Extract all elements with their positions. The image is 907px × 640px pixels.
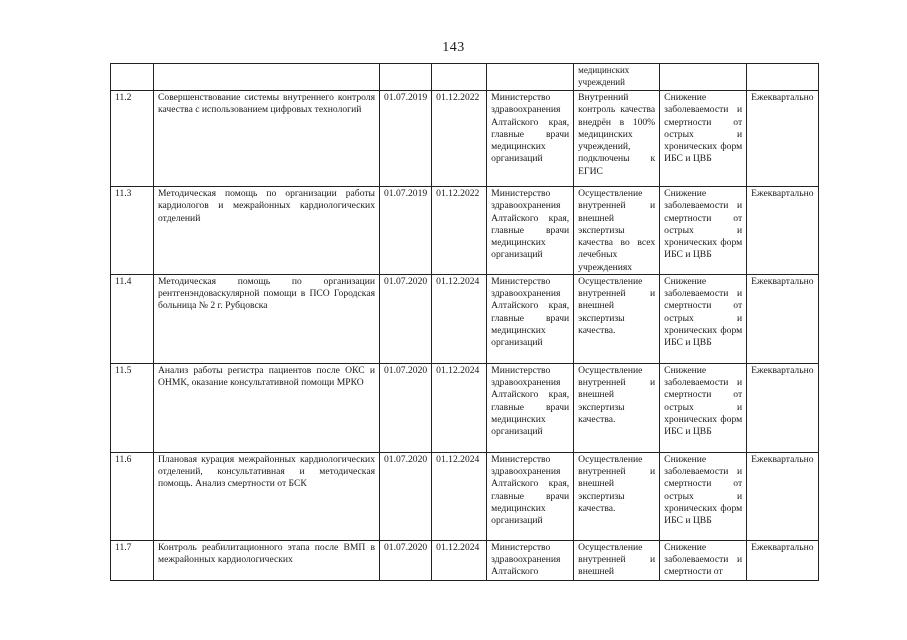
cell-name: Контроль реабилитационного этапа после ВМП в межрайонных кардиологических [154,540,380,580]
cell-result: Снижение заболеваемости и смертности от острых и хронических форм ИБС и ЦВБ [660,452,747,540]
measures-table [110,63,819,581]
cell-end-date: 01.12.2022 [432,187,487,275]
cell-indicator: Осуществление внутренней и внешней [574,540,660,580]
cell-name: Методическая помощь по организации рентгенэндоваскулярной помощи в ПСО Городская больница № 2 г. Рубцовска [154,274,380,363]
cell-num [111,64,154,91]
cell-responsible: Министерство здравоохранения Алтайского края, главные врачи медицинских организаций [487,452,574,540]
table-row-continued [111,64,819,91]
cell-start-date: 01.07.2019 [380,91,432,187]
cell-num: 11.7 [111,540,154,580]
cell-end-date: 01.12.2024 [432,540,487,580]
table-row [111,91,819,187]
cell-start [380,64,432,91]
cell-num: 11.6 [111,452,154,540]
table-row [111,187,819,275]
table-row [111,540,819,580]
cell-frequency: Ежеквартально [747,540,818,580]
cell-responsible: Министерство здравоохранения Алтайского края, главные врачи медицинских организаций [487,274,574,363]
cell-num: 11.2 [111,91,154,187]
table-body [111,64,819,581]
cell-result [660,64,747,91]
cell-responsible: Министерство здравоохранения Алтайского края, главные врачи медицинских организаций [487,91,574,187]
table-row [111,274,819,363]
cell-end-date: 01.12.2024 [432,274,487,363]
cell-num: 11.5 [111,363,154,452]
cell-frequency: Ежеквартально [747,363,818,452]
cell-result: Снижение заболеваемости и смертности от [660,540,747,580]
cell-end-date: 01.12.2024 [432,363,487,452]
cell-name [154,64,380,91]
cell-num: 11.4 [111,274,154,363]
cell-indicator: Осуществление внутренней и внешней экспертизы качества. [574,274,660,363]
table-row [111,452,819,540]
cell-frequency: Ежеквартально [747,452,818,540]
cell-num: 11.3 [111,187,154,275]
cell-result: Снижение заболеваемости и смертности от острых и хронических форм ИБС и ЦВБ [660,91,747,187]
cell-frequency: Ежеквартально [747,91,818,187]
cell-indicator: медицинских учреждений [574,64,660,91]
cell-start-date: 01.07.2020 [380,540,432,580]
cell-frequency: Ежеквартально [747,187,818,275]
cell-start-date: 01.07.2020 [380,363,432,452]
cell-start-date: 01.07.2020 [380,274,432,363]
cell-end [432,64,487,91]
table-row [111,363,819,452]
cell-responsible: Министерство здравоохранения Алтайского [487,540,574,580]
cell-indicator: Осуществление внутренней и внешней экспертизы качества во всех лечебных учреждениях [574,187,660,275]
cell-start-date: 01.07.2019 [380,187,432,275]
cell-responsible: Министерство здравоохранения Алтайского края, главные врачи медицинских организаций [487,187,574,275]
cell-indicator: Внутренний контроль качества внедрён в 100% медицинских учреждений, подключены к ЕГИС [574,91,660,187]
cell-result: Снижение заболеваемости и смертности от острых и хронических форм ИБС и ЦВБ [660,187,747,275]
cell-responsible: Министерство здравоохранения Алтайского края, главные врачи медицинских организаций [487,363,574,452]
cell-indicator: Осуществление внутренней и внешней экспертизы качества. [574,452,660,540]
cell-responsible [487,64,574,91]
cell-name: Методическая помощь по организации работы кардиологов и межрайонных кардиологических отделений [154,187,380,275]
cell-start-date: 01.07.2020 [380,452,432,540]
page-number: 143 [442,40,465,55]
cell-name: Плановая курация межрайонных кардиологических отделений, консультативная и методическая помощь. Анализ смертности от БСК [154,452,380,540]
cell-result: Снижение заболеваемости и смертности от острых и хронических форм ИБС и ЦВБ [660,274,747,363]
cell-end-date: 01.12.2022 [432,91,487,187]
cell-name: Анализ работы регистра пациентов после ОКС и ОНМК, оказание консультативной помощи МРКО [154,363,380,452]
cell-frequency: Ежеквартально [747,274,818,363]
cell-end-date: 01.12.2024 [432,452,487,540]
cell-frequency [747,64,818,91]
cell-name: Совершенствование системы внутреннего контроля качества с использованием цифровых технологий [154,91,380,187]
cell-indicator: Осуществление внутренней и внешней экспертизы качества. [574,363,660,452]
cell-result: Снижение заболеваемости и смертности от острых и хронических форм ИБС и ЦВБ [660,363,747,452]
